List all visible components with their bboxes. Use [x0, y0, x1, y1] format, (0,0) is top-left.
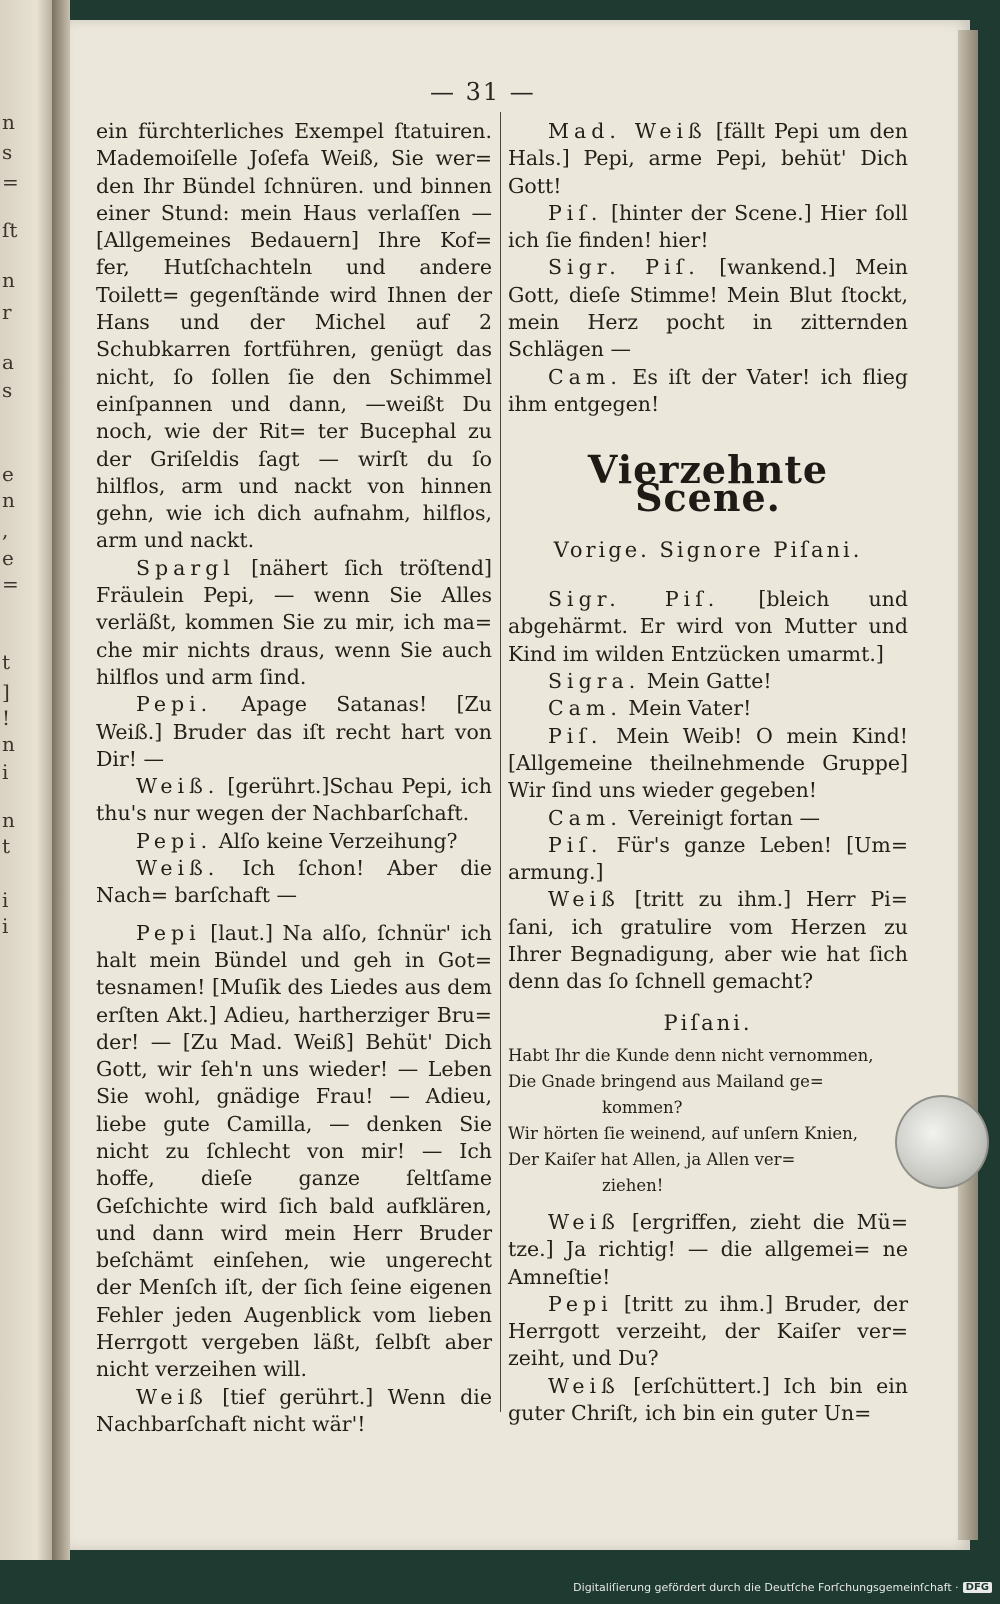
footer — [573, 1581, 992, 1594]
dialogue-text: [tritt zu ihm.] Herr Pi= ſani, ich gratulire vom Herzen zu Ihrer Begnadigung, aber wie hat ſich denn das ſo ſchnell gemacht? — [508, 887, 908, 994]
paragraph — [508, 1291, 908, 1373]
paragraph — [508, 254, 908, 363]
dialogue-text: [bleich und abgehärmt. Er wird von Mutter und Kind im wilden Entzücken umarmt.] — [508, 587, 908, 666]
dialogue-text: [erſchüttert.] Ich bin ein guter Chriſt, ich bin ein guter Un= — [508, 1373, 908, 1425]
previous-page-fragment: i — [2, 914, 9, 938]
paragraph — [96, 691, 492, 773]
page-clip — [895, 1095, 989, 1189]
dialogue-text: [hinter der Scene.] Hier ſoll ich ſie finden! hier! — [508, 200, 908, 253]
previous-page-sliver — [0, 0, 52, 1560]
left-column — [96, 118, 492, 1438]
paragraph — [96, 118, 492, 555]
previous-page-fragment: e — [2, 462, 14, 486]
previous-page-fragment: s — [2, 378, 13, 402]
right-column-bottom — [508, 1209, 908, 1427]
book-spine — [52, 0, 70, 1560]
dialogue-text: ein fürchterliches Exempel ſtatuiren. Mademoiſelle Joſefa Weiß, Sie wer= den Ihr Bündel ſchnüren. und binnen einer Stund: mein Haus verlaſſen — [Allgemeines Bedauern] Ihre Kof= fer, Hutſchachteln und andere Toilett= gegenſtände wird Ihnen der Hans und der Michel auf 2 Schubkarren fortführen, genügt das nicht, ſo ſollen ſie den Schimmel einſpannen und dann, —weißt Du noch, wie der Rit= ter Bucephal zu der Griſeldis ſagt — wirſt du ſo hilflos, arm und nackt von hinnen gehn, wie ich dich aufnahm, hilflos, arm und nackt. — [96, 119, 492, 553]
paragraph — [96, 828, 492, 855]
speaker-name: Spargl — [136, 555, 235, 580]
speaker-name: Pepi. — [136, 828, 213, 853]
dialogue-text: Apage Satanas! [Zu Weiß.] Bruder das iſt recht hart von Dir! — — [96, 692, 492, 771]
page-number: — 31 — — [430, 78, 536, 106]
dialogue-text: Mein Gatte! — [640, 669, 772, 694]
dialogue-text: [laut.] Na alſo, ſchnür' ich halt mein Bündel und geh in Got= tesnamen! [Muſik des Liedes aus dem erſten Akt.] Adieu, hartherziger Bru= der! — [Zu Mad. Weiß] Behüt' Dich Gott, wir ſeh'n uns wieder! — Leben Sie wohl, gnädige Frau! — Adieu, liebe gute Camilla, — denken Sie nicht zu ſchlecht von mir! — Ich hoffe, dieſe ganze ſeltſame Geſchichte wird ſich bald aufklären, und dann wird mein Herr Bruder beſchämt einſehen, wie ungerecht der Menſch iſt, der ſich ſeine eigenen Fehler jeden Augenblick vom lieben Herrgott vergeben läßt, ſelbſt aber nicht verzeihen will. — [96, 920, 492, 1382]
dialogue-text: [nähert ſich tröſtend] Fräulein Pepi, — wenn Sie Alles verläßt, kommen Sie zu mir, ich ma= che mir nichts draus, wenn Sie auch hilflos und arm ſind. — [96, 555, 492, 689]
speaker-name: Cam. — [548, 696, 622, 721]
previous-page-fragment: n — [2, 268, 15, 292]
verse-line: ziehen! — [602, 1175, 664, 1195]
speaker-name: Sigr. Piſ. — [548, 255, 700, 280]
speaker-name: Weiß — [548, 887, 620, 912]
paragraph — [508, 200, 908, 255]
previous-page-fragment: a — [2, 350, 14, 374]
dialogue-text: [gerührt.]Schau Pepi, ich thu's nur wegen der Nachbarſchaft. — [96, 774, 492, 826]
page-edge — [958, 30, 978, 1540]
paragraph — [508, 1373, 908, 1428]
speaker-name: Sigra. — [548, 669, 641, 694]
speaker-name: Piſ. — [548, 832, 603, 857]
previous-page-fragment: ſt — [2, 218, 18, 242]
paragraph — [508, 1209, 908, 1291]
dialogue-text: Mein Weib! O mein Kind! [Allgemeine theilnehmende Gruppe] Wir ſind uns wieder gegeben! — [508, 723, 908, 803]
speaker-name: Weiß — [136, 1384, 208, 1409]
previous-page-fragment: n — [2, 488, 15, 512]
speaker-name: Piſ. — [548, 723, 603, 748]
verse-line: Die Gnade bringend aus Mailand ge= — [508, 1071, 824, 1091]
dialogue-text: [fällt Pepi um den Hals.] Pepi, arme Pepi, behüt' Dich Gott! — [508, 119, 908, 198]
dialogue-text: [tritt zu ihm.] Bruder, der Herrgott verzeiht, der Kaiſer ver= zeiht, und Du? — [508, 1291, 908, 1371]
previous-page-fragment: t — [2, 650, 11, 674]
speaker-name: Pepi — [136, 920, 201, 945]
paragraph — [508, 832, 908, 887]
previous-page-fragment: r — [2, 300, 12, 324]
dialogue-text: Es iſt der Vater! ich flieg ihm entgegen! — [508, 364, 908, 416]
paragraph — [508, 118, 908, 200]
verse-line: Der Kaiſer hat Allen, ja Allen ver= — [508, 1149, 796, 1169]
dialogue-text: Ich ſchon! Aber die Nach= barſchaft — — [96, 856, 492, 908]
verse-line: Wir hörten ſie weinend, auf unſern Knien, — [508, 1123, 858, 1143]
scene-persons: Vorige. Signore Piſani. — [553, 537, 863, 562]
previous-page-fragment: n — [2, 110, 15, 134]
column-divider — [500, 112, 501, 1412]
paragraph — [96, 1384, 492, 1439]
previous-page-fragment: = — [2, 170, 19, 194]
paragraph — [508, 586, 908, 668]
speaker-name: Weiß — [548, 1373, 620, 1398]
speaker-name: Pepi. — [136, 692, 213, 717]
speaker-name: Cam. — [548, 805, 622, 830]
dialogue-text: Vereinigt fortan — — [621, 805, 820, 830]
paragraph — [508, 723, 908, 805]
paragraph — [96, 555, 492, 691]
dialogue-text: Alſo keine Verzeihung? — [212, 828, 458, 853]
right-column — [508, 118, 908, 1427]
speaker-name: Mad. Weiß — [548, 119, 707, 143]
dfg-logo: DFG — [963, 1582, 992, 1593]
song-verse — [508, 1043, 908, 1199]
speaker-name: Sigr. Piſ. — [548, 587, 720, 612]
previous-page-fragment: n — [2, 808, 15, 832]
paragraph — [508, 805, 908, 832]
paragraph — [508, 364, 908, 419]
paragraph — [508, 695, 908, 722]
speaker-name: Pepi — [548, 1291, 613, 1316]
paragraph — [508, 886, 908, 995]
previous-page-fragment: n — [2, 732, 15, 756]
previous-page-fragment: ! — [2, 706, 11, 730]
paragraph — [508, 668, 908, 695]
previous-page-fragment: = — [2, 572, 19, 596]
previous-page-fragment: i — [2, 888, 9, 912]
paragraph — [96, 855, 492, 910]
song-speaker: Piſani. — [663, 1010, 753, 1035]
paragraph — [96, 920, 492, 1384]
previous-page-fragment: ] — [2, 680, 10, 704]
dialogue-text: [wankend.] Mein Gott, dieſe Stimme! Mein Blut ſtockt, mein Herz pocht in zitternden Schlägen — — [508, 255, 908, 362]
speaker-name: Cam. — [548, 364, 622, 389]
dialogue-text: [ergriffen, zieht die Mü= tze.] Ja richtig! — die allgemei= ne Amneſtie! — [508, 1209, 908, 1289]
dialogue-text: Mein Vater! — [621, 696, 752, 721]
footer-text: Digitaliſierung gefördert durch die Deutſche Forſchungsgemeinſchaft · — [573, 1581, 959, 1594]
speaker-name: Piſ. — [548, 200, 603, 225]
right-column-mid — [508, 586, 908, 995]
verse-line: Habt Ihr die Kunde denn nicht vernommen, — [508, 1045, 874, 1065]
speaker-name: Weiß. — [136, 774, 220, 799]
dialogue-text: Für's ganze Leben! [Um= armung.] — [508, 832, 908, 885]
scene-title: Vierzehnte Scene. — [587, 447, 829, 520]
right-column-top — [508, 118, 908, 418]
previous-page-fragment: , — [2, 518, 9, 542]
previous-page-fragment: s — [2, 140, 13, 164]
dialogue-text: [tief gerührt.] Wenn die Nachbarſchaft nicht wär'! — [96, 1384, 492, 1436]
speaker-name: Weiß. — [136, 856, 220, 881]
previous-page-fragment: i — [2, 760, 9, 784]
previous-page-fragment: e — [2, 546, 14, 570]
paragraph — [96, 773, 492, 828]
previous-page-fragment: t — [2, 834, 11, 858]
speaker-name: Weiß — [548, 1209, 620, 1234]
verse-line: kommen? — [602, 1097, 683, 1117]
